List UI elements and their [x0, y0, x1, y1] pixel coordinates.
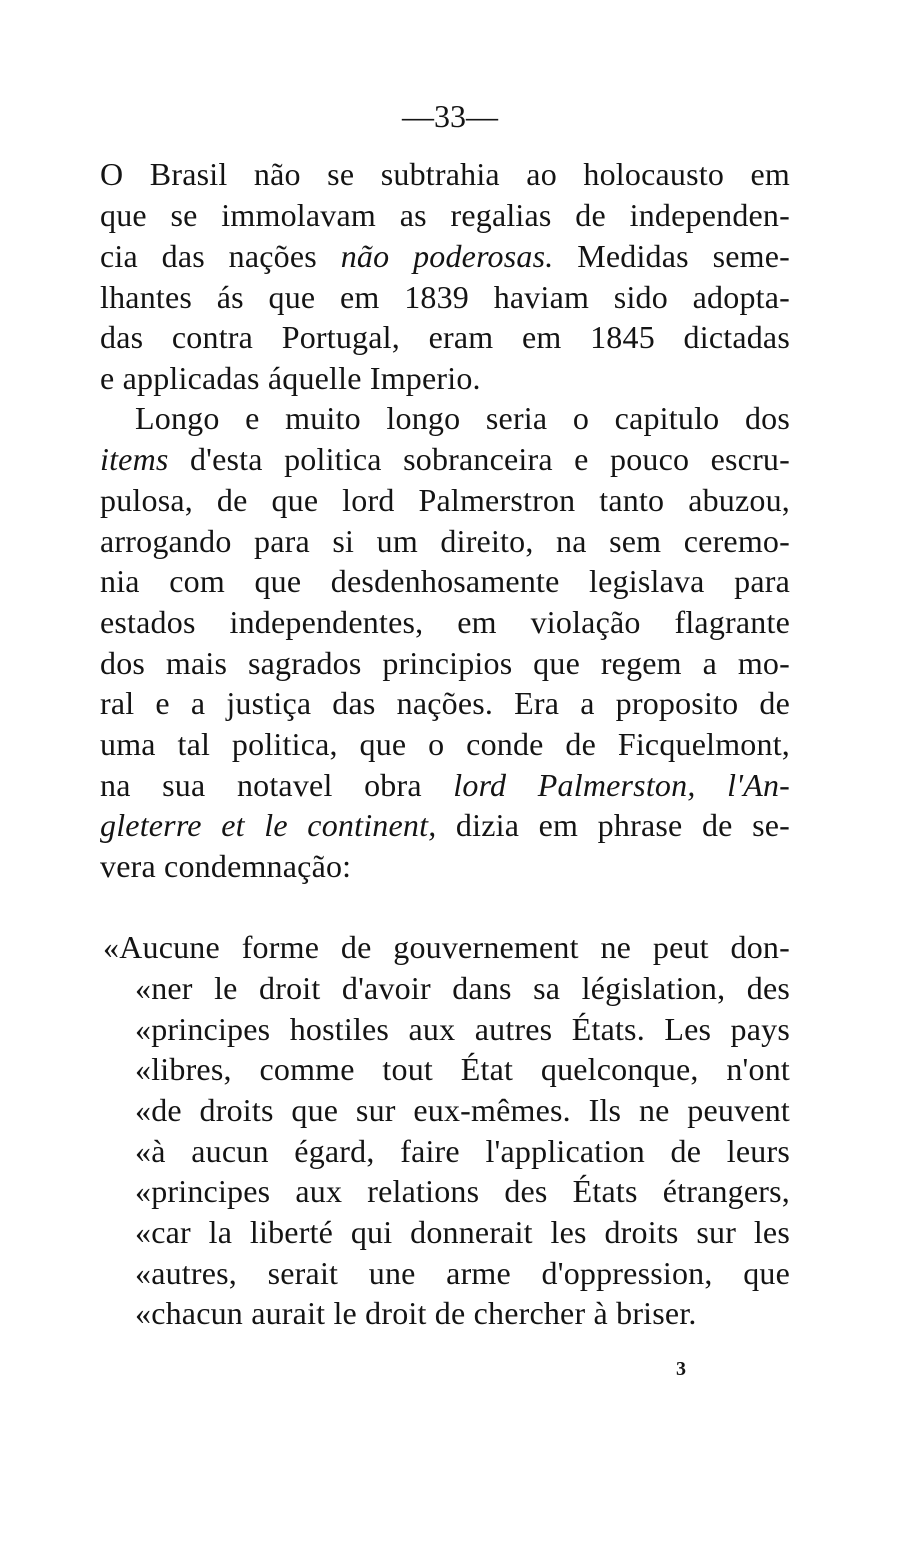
quote-line: [135, 1049, 790, 1089]
text-segment: dizia em phrase de se-: [436, 807, 790, 843]
text-segment: cia das nações: [100, 238, 341, 274]
text-segment: que se immolavam as regalias de independen-: [100, 197, 790, 233]
text-line: [100, 521, 790, 561]
italic-text: não poderosas.: [340, 238, 554, 274]
text-segment: vera condemnação:: [100, 848, 352, 884]
text-segment: «car la liberté qui donnerait les droits sur les: [135, 1214, 790, 1250]
text-line: [100, 154, 790, 194]
text-line: [100, 358, 790, 398]
text-line: [100, 561, 790, 601]
quote-line: [135, 1009, 790, 1049]
text-segment: nia com que desdenhosamente legislava para: [100, 563, 790, 599]
text-line: [100, 643, 790, 683]
text-segment: d'esta politica sobranceira e pouco escru-: [168, 441, 790, 477]
text-line: [100, 805, 790, 845]
text-segment: «libres, comme tout État quelconque, n'ont: [135, 1051, 790, 1087]
text-segment: arrogando para si um direito, na sem ceremo-: [100, 523, 790, 559]
text-line: [100, 765, 790, 805]
quote-line: [135, 968, 790, 1008]
text-segment: «principes hostiles aux autres États. Les pays: [135, 1011, 790, 1047]
text-line: [100, 724, 790, 764]
text-segment: «chacun aurait le droit de chercher à briser.: [135, 1295, 697, 1331]
quote-line: [135, 1212, 790, 1252]
quote-line: [135, 1293, 790, 1333]
text-segment: «de droits que sur eux-mêmes. Ils ne peuvent: [135, 1092, 790, 1128]
quote-line: [135, 1131, 790, 1171]
text-segment: «Aucune forme de gouvernement ne peut don-: [103, 929, 790, 965]
text-line: [100, 846, 790, 886]
quote-line: [135, 1090, 790, 1130]
text-segment: lhantes ás que em 1839 haviam sido adopta-: [100, 279, 790, 315]
quote-line: [135, 1171, 790, 1211]
text-line: [135, 398, 790, 438]
text-segment: O Brasil não se subtrahia ao holocausto em: [100, 156, 790, 192]
text-segment: «autres, serait une arme d'oppression, que: [135, 1255, 790, 1291]
text-line: [100, 317, 790, 357]
text-line: [100, 277, 790, 317]
text-segment: pulosa, de que lord Palmerstron tanto abuzou,: [100, 482, 790, 518]
text-line: [100, 195, 790, 235]
signature-mark: 3: [676, 1358, 686, 1380]
text-line: [100, 683, 790, 723]
italic-text: items: [100, 441, 169, 477]
italic-text: gleterre et le continent,: [100, 807, 437, 843]
quote-line: [135, 1253, 790, 1293]
text-segment: ral e a justiça das nações. Era a proposito de: [100, 685, 790, 721]
text-segment: Longo e muito longo seria o capitulo dos: [135, 400, 790, 436]
text-line: [100, 480, 790, 520]
page-number: —33—: [402, 98, 498, 134]
text-segment: «principes aux relations des États étrangers,: [135, 1173, 790, 1209]
text-segment: e applicadas áquelle Imperio.: [100, 360, 481, 396]
italic-text: lord Palmerston, l'An-: [453, 767, 791, 803]
quote-line: [103, 927, 790, 967]
text-segment: das contra Portugal, eram em 1845 dictadas: [100, 319, 790, 355]
text-segment: na sua notavel obra: [100, 767, 454, 803]
text-segment: Medidas seme-: [553, 238, 790, 274]
text-segment: dos mais sagrados principios que regem a mo-: [100, 645, 790, 681]
text-segment: «à aucun égard, faire l'application de leurs: [135, 1133, 790, 1169]
text-line: [100, 439, 790, 479]
text-line: [100, 236, 790, 276]
text-segment: estados independentes, em violação flagrante: [100, 604, 790, 640]
text-line: [100, 602, 790, 642]
text-segment: uma tal politica, que o conde de Ficquelmont,: [100, 726, 790, 762]
text-segment: «ner le droit d'avoir dans sa législation, des: [135, 970, 790, 1006]
